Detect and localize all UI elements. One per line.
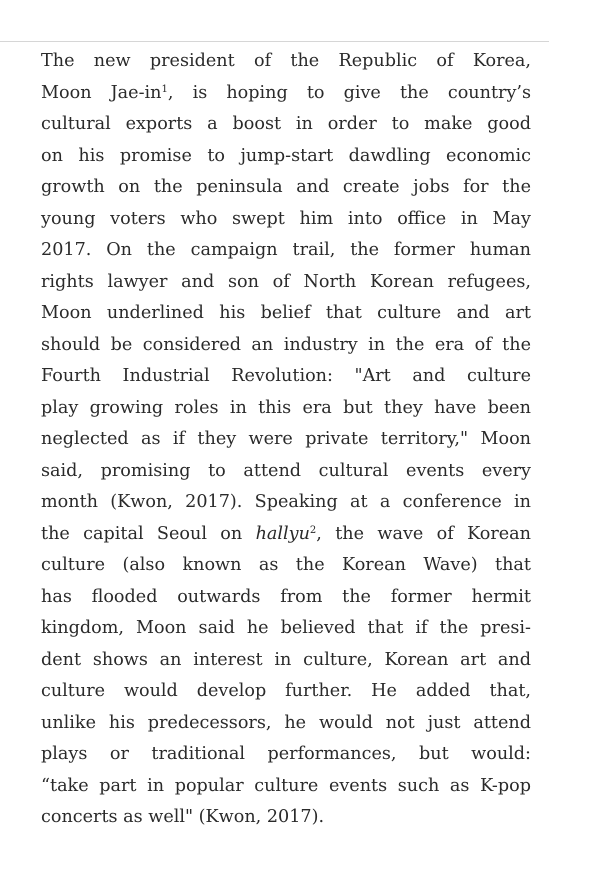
text-line — [41, 172, 531, 204]
text-run: dent shows an interest in culture, Korean art and — [41, 649, 531, 670]
text-run: concerts as well" (Kwon, 2017). — [41, 807, 325, 827]
text-run: unlike his predecessors, he would not just attend — [41, 712, 531, 733]
text-line — [41, 361, 531, 393]
italic-term: hallyu — [255, 523, 310, 544]
text-line — [41, 487, 531, 519]
text-run: growth on the peninsula and create jobs for the — [41, 177, 531, 197]
text-line — [41, 267, 531, 299]
body-paragraph — [41, 46, 531, 834]
text-line — [41, 708, 531, 740]
text-line — [41, 424, 531, 456]
text-run: plays or traditional performances, but would: — [41, 744, 531, 764]
text-run: said, promising to attend cultural events every — [41, 460, 531, 481]
text-run: play growing roles in this era but they have been — [41, 397, 531, 418]
text-run: Moon Jae-in — [41, 82, 162, 103]
text-run: culture would develop further. He added that, — [41, 681, 531, 701]
text-run: young voters who swept him into office in May — [41, 208, 531, 229]
text-line — [41, 204, 531, 236]
text-line — [41, 78, 531, 110]
text-run: neglected as if they were private territory," Moon — [41, 429, 531, 449]
text-line — [41, 771, 531, 803]
text-run: has flooded outwards from the former hermit — [41, 586, 531, 607]
text-run: rights lawyer and son of North Korean refugees, — [41, 271, 531, 292]
text-line — [41, 235, 531, 267]
text-line — [41, 141, 531, 173]
text-line — [41, 298, 531, 330]
text-run: Fourth Industrial Revolution: "Art and culture — [41, 366, 531, 386]
text-run: month (Kwon, 2017). Speaking at a conference in — [41, 492, 531, 512]
text-run: the capital Seoul on — [41, 523, 256, 544]
text-line — [41, 739, 531, 771]
text-line — [41, 519, 531, 551]
text-run: , is hoping to give the country’s — [167, 82, 532, 103]
text-run: culture (also known as the Korean Wave) that — [41, 555, 531, 575]
text-line — [41, 582, 531, 614]
footnote-marker: 1 — [161, 83, 168, 95]
text-line — [41, 330, 531, 362]
text-line — [41, 550, 531, 582]
text-run: , the wave of Korean — [316, 523, 531, 544]
text-run: should be considered an industry in the era of the — [41, 334, 531, 355]
text-line — [41, 456, 531, 488]
text-run: on his promise to jump-start dawdling economic — [41, 145, 531, 166]
text-run: The new president of the Republic of Korea, — [41, 51, 531, 71]
footnote-marker: 2 — [309, 524, 317, 536]
text-line — [41, 613, 531, 645]
text-run: cultural exports a boost in order to make good — [41, 114, 531, 134]
text-run: “take part in popular culture events such as K-pop — [41, 775, 531, 796]
text-line — [41, 676, 531, 708]
text-line — [41, 645, 531, 677]
text-line — [41, 109, 531, 141]
text-line — [41, 393, 531, 425]
top-divider — [0, 41, 549, 42]
text-run: 2017. On the campaign trail, the former human — [41, 240, 531, 260]
text-line — [41, 802, 531, 834]
text-run: Moon underlined his belief that culture and art — [41, 303, 531, 323]
text-run: kingdom, Moon said he believed that if the presi- — [41, 618, 531, 638]
text-line — [41, 46, 531, 78]
